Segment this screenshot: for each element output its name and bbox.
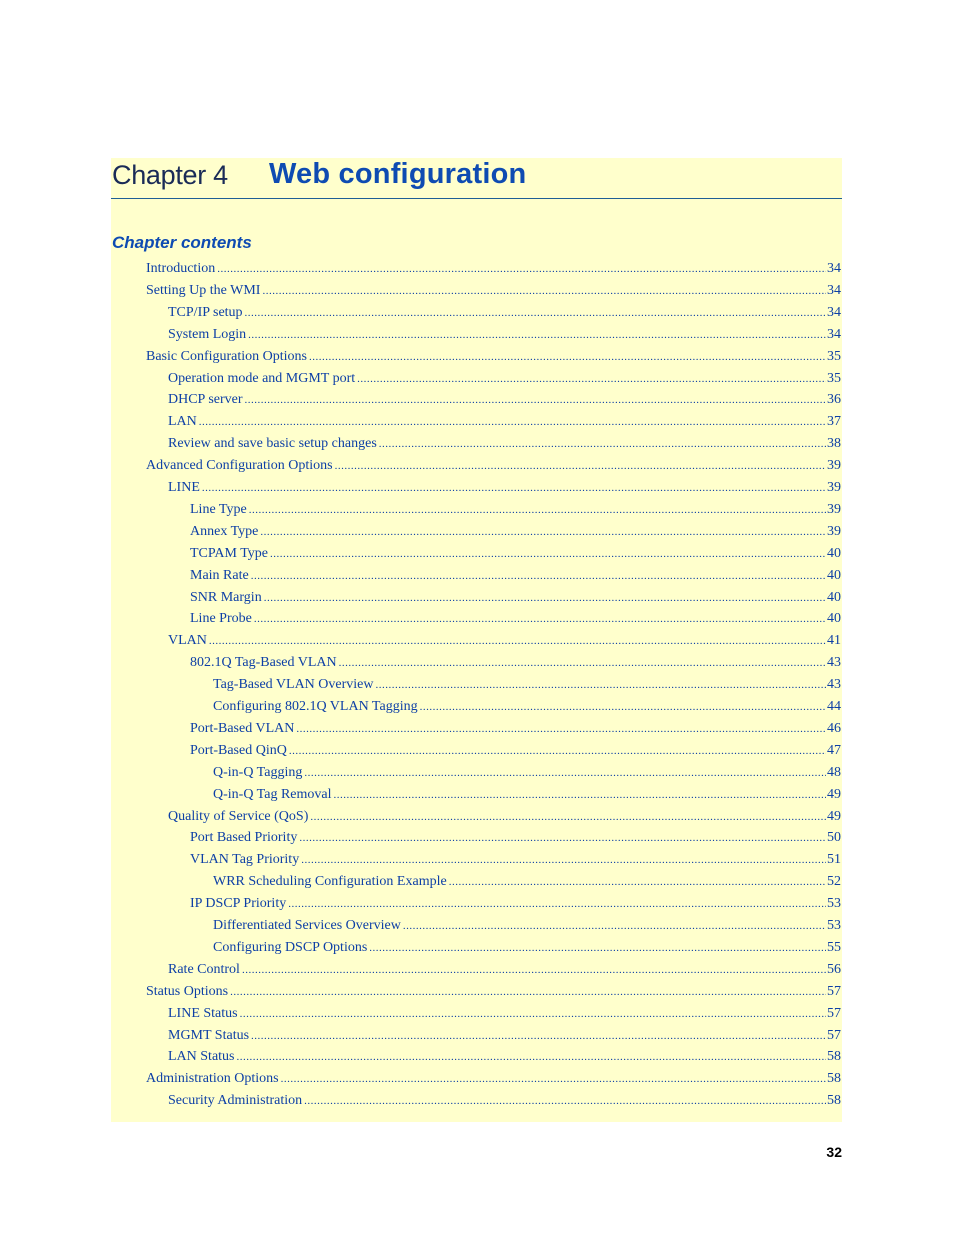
toc-entry-page[interactable]: 49 xyxy=(827,786,841,802)
toc-entry-title[interactable]: Port-Based QinQ xyxy=(190,742,287,758)
chapter-title: Web configuration xyxy=(269,158,527,190)
toc-entry-page[interactable]: 44 xyxy=(827,699,841,714)
toc-dot-leader xyxy=(249,500,826,520)
toc-entry-page[interactable]: 38 xyxy=(827,436,841,452)
toc-entry[interactable] xyxy=(168,478,841,498)
toc-entry[interactable] xyxy=(146,347,841,367)
toc-dot-leader xyxy=(335,456,826,476)
toc-entry-page[interactable]: 58 xyxy=(827,1049,841,1065)
toc-entry-title[interactable]: WRR Scheduling Configuration Example xyxy=(213,874,447,890)
toc-entry-title[interactable]: VLAN xyxy=(168,633,207,649)
toc-entry-page[interactable]: 40 xyxy=(827,589,841,605)
toc-entry[interactable] xyxy=(146,259,841,279)
toc-dot-leader xyxy=(296,719,826,739)
toc-entry-page[interactable]: 53 xyxy=(827,918,841,933)
toc-entry-page[interactable]: 39 xyxy=(827,523,841,539)
toc-entry-page[interactable]: 34 xyxy=(827,282,841,298)
toc-entry-title[interactable]: Security Administration xyxy=(168,1093,303,1109)
toc-dot-leader xyxy=(334,785,826,805)
toc-entry[interactable] xyxy=(190,522,841,542)
toc-dot-leader xyxy=(248,325,826,345)
toc-dot-leader xyxy=(264,588,826,608)
toc-dot-leader xyxy=(240,1004,826,1024)
toc-dot-leader xyxy=(209,631,826,651)
toc-entry[interactable] xyxy=(190,828,841,848)
toc-entry[interactable] xyxy=(168,369,841,389)
toc-dot-leader xyxy=(251,566,826,586)
toc-entry[interactable] xyxy=(190,850,841,870)
toc-entry-title[interactable]: Operation mode and MGMT port xyxy=(168,370,356,386)
toc-entry[interactable] xyxy=(168,1091,841,1111)
page-number: 32 xyxy=(826,1144,842,1160)
chapter-header xyxy=(111,158,842,199)
toc-entry-title[interactable]: System Login xyxy=(168,326,247,342)
toc-entry-title[interactable]: Advanced Configuration Options xyxy=(146,458,333,474)
toc-entry-title[interactable]: Introduction xyxy=(146,261,216,276)
toc-dot-leader xyxy=(202,478,826,498)
toc-entry[interactable] xyxy=(168,412,841,432)
toc-entry[interactable] xyxy=(168,390,841,410)
toc-dot-leader xyxy=(339,653,826,673)
toc-entry-page[interactable]: 39 xyxy=(827,501,841,517)
toc-entry[interactable] xyxy=(146,982,841,1002)
toc-entry[interactable] xyxy=(190,894,841,914)
toc-entry-page[interactable]: 57 xyxy=(827,1027,841,1043)
toc-entry-title[interactable]: Basic Configuration Options xyxy=(146,348,307,364)
toc-entry-title[interactable]: Q-in-Q Tag Removal xyxy=(213,786,332,802)
toc-entry-title[interactable]: 802.1Q Tag-Based VLAN xyxy=(190,655,337,671)
toc-entry-title[interactable]: Differentiated Services Overview xyxy=(213,918,401,933)
toc-entry-title[interactable]: Status Options xyxy=(146,983,229,999)
toc-entry-title[interactable]: Configuring DSCP Options xyxy=(213,939,368,955)
toc-entry-title[interactable]: Setting Up the WMI xyxy=(146,282,261,298)
toc-entry-page[interactable]: 36 xyxy=(827,392,841,408)
toc-dot-leader xyxy=(242,960,826,980)
toc-entry[interactable] xyxy=(168,1004,841,1024)
toc-dot-leader xyxy=(369,938,826,958)
toc-dot-leader xyxy=(376,675,827,695)
toc-dot-leader xyxy=(230,982,826,1002)
toc-entry-title[interactable]: Configuring 802.1Q VLAN Tagging xyxy=(213,699,418,714)
toc-entry-page[interactable]: 37 xyxy=(827,414,841,430)
toc-dot-leader xyxy=(199,412,826,432)
toc-entry-title[interactable]: SNR Margin xyxy=(190,589,262,605)
toc-entry-page[interactable]: 34 xyxy=(827,261,841,276)
toc-entry-title[interactable]: Port Based Priority xyxy=(190,830,298,846)
toc-entry-title[interactable]: Line Probe xyxy=(190,611,252,627)
toc-entry-page[interactable]: 35 xyxy=(827,370,841,386)
toc-entry-page[interactable]: 39 xyxy=(827,480,841,495)
toc-entry-title[interactable]: LAN Status xyxy=(168,1049,235,1065)
toc-entry-title[interactable]: VLAN Tag Priority xyxy=(190,852,300,868)
toc-entry[interactable] xyxy=(213,938,841,958)
toc-entry-page[interactable]: 57 xyxy=(827,1005,841,1021)
toc-entry-page[interactable]: 40 xyxy=(827,567,841,583)
toc-entry[interactable] xyxy=(190,653,841,673)
toc-entry-title[interactable]: TCP/IP setup xyxy=(168,304,243,320)
toc-entry-title[interactable]: MGMT Status xyxy=(168,1027,250,1043)
toc-entry[interactable] xyxy=(168,807,841,827)
toc-dot-leader xyxy=(270,544,826,564)
toc-entry[interactable] xyxy=(168,631,841,651)
toc-dot-leader xyxy=(251,1026,826,1046)
toc-entry[interactable] xyxy=(168,960,841,980)
toc-entry[interactable] xyxy=(168,434,841,454)
toc-dot-leader xyxy=(237,1047,827,1067)
toc-entry-title[interactable]: IP DSCP Priority xyxy=(190,896,287,912)
contents-heading: Chapter contents xyxy=(112,233,252,252)
toc-entry[interactable] xyxy=(146,1069,841,1089)
toc-dot-leader xyxy=(310,807,826,827)
toc-entry-page[interactable]: 41 xyxy=(827,633,841,649)
toc-entry[interactable] xyxy=(168,1026,841,1046)
toc-entry-title[interactable]: Review and save basic setup changes xyxy=(168,436,377,452)
toc-dot-leader xyxy=(245,390,826,410)
toc-entry-title[interactable]: Annex Type xyxy=(190,523,259,539)
toc-entry[interactable] xyxy=(190,500,841,520)
toc-entry[interactable] xyxy=(190,609,841,629)
toc-entry-page[interactable]: 56 xyxy=(827,961,841,977)
toc-dot-leader xyxy=(420,697,826,717)
toc-entry[interactable] xyxy=(190,566,841,586)
toc-entry-page[interactable]: 34 xyxy=(827,304,841,320)
toc-entry-page[interactable]: 58 xyxy=(827,1093,841,1109)
toc-entry-page[interactable]: 51 xyxy=(827,852,841,868)
toc-dot-leader xyxy=(288,894,826,914)
toc-entry-page[interactable]: 35 xyxy=(827,348,841,364)
toc-entry[interactable] xyxy=(168,325,841,345)
toc-entry-page[interactable]: 39 xyxy=(827,458,841,474)
toc-dot-leader xyxy=(301,850,826,870)
toc-entry-title[interactable]: Q-in-Q Tagging xyxy=(213,764,303,780)
toc-entry[interactable] xyxy=(213,872,841,892)
toc-entry-page[interactable]: 34 xyxy=(827,326,841,342)
toc-dot-leader xyxy=(304,1091,826,1111)
toc-entry-page[interactable]: 48 xyxy=(827,764,841,780)
toc-dot-leader xyxy=(262,281,826,301)
toc-dot-leader xyxy=(299,828,826,848)
toc-entry[interactable] xyxy=(168,303,841,323)
toc-entry[interactable] xyxy=(190,719,841,739)
toc-dot-leader xyxy=(254,609,826,629)
toc-entry[interactable] xyxy=(190,544,841,564)
toc-dot-leader xyxy=(217,259,826,279)
toc-entry-page[interactable]: 40 xyxy=(827,611,841,627)
toc-dot-leader xyxy=(449,872,826,892)
toc-entry-title[interactable]: DHCP server xyxy=(168,392,243,408)
toc-dot-leader xyxy=(289,741,826,761)
toc-entry-page[interactable]: 43 xyxy=(827,677,841,693)
toc-dot-leader xyxy=(357,369,826,389)
toc-entry-page[interactable]: 46 xyxy=(827,720,841,736)
toc-entry-page[interactable]: 43 xyxy=(827,655,841,671)
toc-entry-page[interactable]: 52 xyxy=(827,874,841,890)
toc-entry[interactable] xyxy=(190,588,841,608)
toc-entry-page[interactable]: 50 xyxy=(827,830,841,846)
toc-entry-title[interactable]: LAN xyxy=(168,414,197,430)
toc-entry-title[interactable]: Administration Options xyxy=(146,1071,279,1087)
toc-entry-title[interactable]: Quality of Service (QoS) xyxy=(168,808,309,824)
toc-entry[interactable] xyxy=(168,1047,841,1067)
toc-entry-title[interactable]: Line Type xyxy=(190,501,247,517)
toc-entry[interactable] xyxy=(146,281,841,301)
toc-entry[interactable] xyxy=(190,741,841,761)
toc-entry-title[interactable]: Tag-Based VLAN Overview xyxy=(213,677,374,693)
toc-dot-leader xyxy=(260,522,826,542)
toc-entry-page[interactable]: 40 xyxy=(827,545,841,561)
toc-entry-page[interactable]: 53 xyxy=(827,896,841,912)
toc-entry[interactable] xyxy=(213,675,841,695)
toc-entry[interactable] xyxy=(213,697,841,717)
toc-entry-title[interactable]: LINE xyxy=(168,480,200,495)
toc-entry-page[interactable]: 49 xyxy=(827,808,841,824)
toc-entry-title[interactable]: Port-Based VLAN xyxy=(190,720,295,736)
toc-dot-leader xyxy=(304,763,826,783)
chapter-label: Chapter 4 xyxy=(112,160,228,190)
toc-dot-leader xyxy=(281,1069,826,1089)
toc-entry-page[interactable]: 55 xyxy=(827,939,841,955)
toc-entry-title[interactable]: Main Rate xyxy=(190,567,249,583)
toc-entry-page[interactable]: 57 xyxy=(827,983,841,999)
toc-entry-page[interactable]: 58 xyxy=(827,1071,841,1087)
toc-dot-leader xyxy=(403,916,826,936)
toc-entry-title[interactable]: TCPAM Type xyxy=(190,545,268,561)
toc-entry[interactable] xyxy=(146,456,841,476)
toc-entry[interactable] xyxy=(213,785,841,805)
toc-dot-leader xyxy=(379,434,826,454)
toc-entry-title[interactable]: LINE Status xyxy=(168,1005,238,1021)
toc-dot-leader xyxy=(245,303,826,323)
toc-entry[interactable] xyxy=(213,916,841,936)
toc-entry-title[interactable]: Rate Control xyxy=(168,961,240,977)
toc-entry-page[interactable]: 47 xyxy=(827,742,841,758)
toc-entry[interactable] xyxy=(213,763,841,783)
toc-dot-leader xyxy=(309,347,826,367)
